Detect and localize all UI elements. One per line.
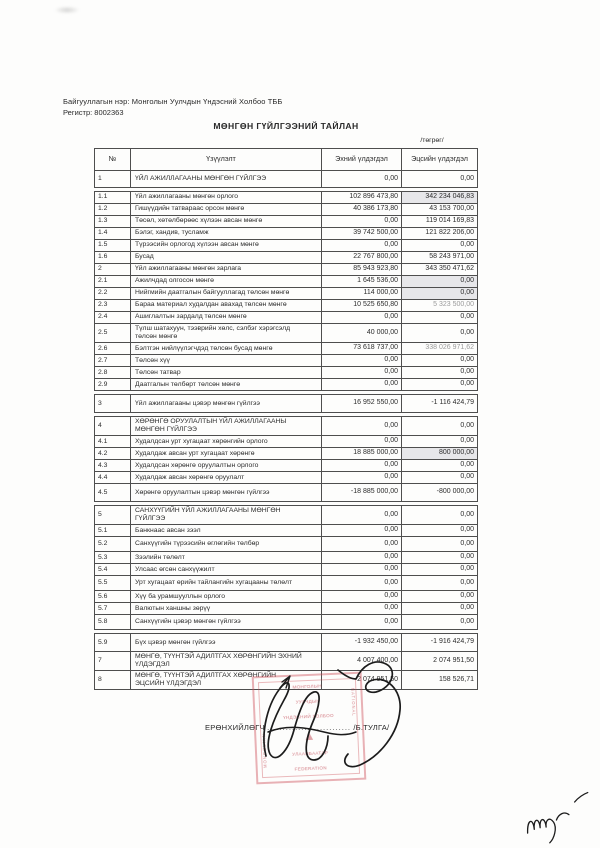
opening-value-cell: 73 618 737,00 xyxy=(322,343,402,354)
opening-value-cell: 0,00 xyxy=(322,615,402,629)
signature-dots: ........................... xyxy=(267,723,352,732)
row-number-cell: 7 xyxy=(95,652,131,670)
table-row xyxy=(95,311,477,323)
closing-value-cell: 0,00 xyxy=(460,578,474,586)
row-number-cell: 5.8 xyxy=(95,615,131,629)
row-number-cell: 1.2 xyxy=(95,204,131,215)
row-label-cell: Бүх цэвэр мөнгөн гүйлгээ xyxy=(131,634,322,651)
closing-value-cell: 800 000,00 xyxy=(402,448,477,459)
table-row xyxy=(95,536,477,551)
closing-value-cell: -800 000,00 xyxy=(436,488,474,496)
row-label-cell: Даатгалын төлбөрт төлсөн мөнгө xyxy=(131,379,322,390)
handwritten-signature xyxy=(250,652,420,787)
closing-value-cell: 121 822 206,00 xyxy=(425,229,474,237)
register-number: Регистр: 8002363 xyxy=(63,108,124,117)
closing-value-cell: 0,00 xyxy=(460,526,474,534)
row-number-cell: 2.6 xyxy=(95,343,131,354)
row-label-cell: САНХҮҮГИЙН ҮЙЛ АЖИЛЛАГААНЫ МӨНГӨН ГҮЙЛГЭЭ xyxy=(131,506,322,524)
row-number-cell: 1.6 xyxy=(95,252,131,263)
closing-value-cell: 342 234 046,83 xyxy=(402,192,477,203)
row-label-cell: Нийгмийн даатгалын байгууллагад төлсөн мөнгө xyxy=(131,288,322,299)
closing-value-cell: 0,00 xyxy=(460,437,474,445)
currency-note: /төгрөг/ xyxy=(420,137,444,144)
row-label-cell: Валютын ханшны зөрүү xyxy=(131,603,322,614)
table-row xyxy=(95,506,477,524)
closing-value-cell: 0,00 xyxy=(460,461,474,469)
opening-value-cell: 0,00 xyxy=(322,417,402,435)
closing-value-cell: -1 916 424,79 xyxy=(430,638,474,646)
table-row xyxy=(95,435,477,447)
opening-value-cell: 0,00 xyxy=(322,537,402,551)
opening-value-cell: 0,00 xyxy=(322,460,402,471)
opening-value-cell: -18 885 000,00 xyxy=(322,484,402,501)
row-label-cell: МӨНГӨ, ТҮҮНТЭЙ АДИЛТГАХ ХӨРӨНГИЙН ЭЦСИЙН ҮЛДЭГДЭЛ xyxy=(131,671,322,689)
row-label-cell: Ажилчдад олгосон мөнгө xyxy=(131,276,322,287)
row-number-cell: 4.5 xyxy=(95,484,131,501)
row-label-cell: Бусад xyxy=(131,252,322,263)
row-number-cell: 2.3 xyxy=(95,300,131,311)
stamp-emblem-icon: ▲ xyxy=(302,727,317,744)
opening-value-cell: 0,00 xyxy=(322,472,402,483)
row-label-cell: Хөрөнгө оруулалтын цэвэр мөнгөн гүйлгээ xyxy=(131,484,322,501)
table-row xyxy=(95,471,477,483)
row-label-cell: Бараа материал худалдан авахад төлсөн мөнгө xyxy=(131,300,322,311)
row-number-cell: 2.4 xyxy=(95,312,131,323)
row-label-cell: Санхүүгийн түрээсийн өглөгийн төлбөр xyxy=(131,537,322,551)
stamp-text: УУЛЧДЫН xyxy=(295,698,321,705)
row-label-cell: Худалдсан урт хугацаат хөрөнгийн орлого xyxy=(131,436,322,447)
table-row xyxy=(95,590,477,602)
row-number-cell: 4.3 xyxy=(95,460,131,471)
closing-value-cell: 43 153 700,00 xyxy=(429,205,474,213)
table-row xyxy=(95,551,477,563)
row-label-cell: ХӨРӨНГӨ ОРУУЛАЛТЫН ҮЙЛ АЖИЛЛАГААНЫ МӨНГӨН ГҮЙЛГЭЭ xyxy=(131,417,322,435)
row-label-cell: Санхүүгийн цэвэр мөнгөн гүйлгээ xyxy=(131,615,322,629)
opening-value-cell: 0,00 xyxy=(322,591,402,602)
organization-name: Байгууллагын нэр: Монголын Уулчдын Үндэсний Холбоо ТББ xyxy=(63,97,283,106)
stamp-side-text: NATIONAL xyxy=(350,687,357,717)
opening-value-cell: 0,00 xyxy=(322,171,402,187)
row-number-cell: 1.4 xyxy=(95,228,131,239)
table-row xyxy=(95,251,477,263)
table-row xyxy=(95,192,477,203)
row-label-cell: Үйл ажиллагааны мөнгөн орлого xyxy=(131,192,322,203)
table-row xyxy=(95,227,477,239)
opening-value-cell: 0,00 xyxy=(322,564,402,575)
row-label-cell: Бэлтгэн нийлүүлэгчдэд төлсөн бусад мөнгө xyxy=(131,343,322,354)
closing-value-cell: 5 323 500,00 xyxy=(433,301,474,309)
row-label-cell: Банкнаас авсан зээл xyxy=(131,525,322,536)
table-row xyxy=(95,395,477,412)
opening-value-cell: 4 007 400,00 xyxy=(322,652,402,670)
table-row xyxy=(95,447,477,459)
opening-value-cell: 40 000,00 xyxy=(322,324,402,342)
table-row xyxy=(95,459,477,471)
opening-value-cell: 0,00 xyxy=(322,576,402,590)
table-row xyxy=(95,323,477,342)
table-row xyxy=(95,366,477,378)
table-row xyxy=(95,634,477,651)
table-row xyxy=(95,203,477,215)
stamp-text: FEDERATION xyxy=(294,765,327,772)
opening-value-cell: 0,00 xyxy=(322,552,402,563)
closing-value-cell: 0,00 xyxy=(460,241,474,249)
row-number-cell: 2.9 xyxy=(95,379,131,390)
opening-value-cell: 16 952 550,00 xyxy=(322,395,402,412)
row-number-cell: 5.3 xyxy=(95,552,131,563)
closing-value-cell: 0,00 xyxy=(460,565,474,573)
closing-value-cell: 0,00 xyxy=(460,328,474,336)
column-header: № xyxy=(95,149,131,170)
column-header: Үзүүлэлт xyxy=(131,149,322,170)
row-label-cell: Бэлэг, хандив, тусламж xyxy=(131,228,322,239)
table-row xyxy=(95,563,477,575)
table-section-block xyxy=(94,191,478,391)
signer-title: ЕРӨНХИЙЛӨГЧ xyxy=(205,723,265,732)
stamp-text: УЛААНБААТАР xyxy=(292,750,329,757)
opening-value-cell: 1 645 536,00 xyxy=(322,276,402,287)
opening-value-cell: 0,00 xyxy=(322,312,402,323)
closing-value-cell: 58 243 971,00 xyxy=(429,253,474,261)
closing-value-cell: 0,00 xyxy=(460,473,474,481)
scan-smudge xyxy=(54,6,80,14)
row-number-cell: 5.2 xyxy=(95,537,131,551)
row-label-cell: Үйл ажиллагааны цэвэр мөнгөн гүйлгээ xyxy=(131,395,322,412)
row-number-cell: 5.1 xyxy=(95,525,131,536)
table-row xyxy=(95,378,477,390)
row-number-cell: 4.1 xyxy=(95,436,131,447)
opening-value-cell: 40 386 173,80 xyxy=(322,204,402,215)
row-number-cell: 2.5 xyxy=(95,324,131,342)
row-label-cell: Хүү ба урамшууллын орлого xyxy=(131,591,322,602)
row-number-cell: 5 xyxy=(95,506,131,524)
row-label-cell: Улсаас өгсөн санхүүжилт xyxy=(131,564,322,575)
closing-value-cell: 0,00 xyxy=(460,617,474,625)
row-number-cell: 5.9 xyxy=(95,634,131,651)
row-label-cell: ҮЙЛ АЖИЛЛАГААНЫ МӨНГӨН ГҮЙЛГЭЭ xyxy=(131,171,322,187)
closing-value-cell: 0,00 xyxy=(460,592,474,600)
row-number-cell: 5.5 xyxy=(95,576,131,590)
table-row xyxy=(95,215,477,227)
row-label-cell: Зээлийн төлөлт xyxy=(131,552,322,563)
closing-value-cell: 0,00 xyxy=(460,553,474,561)
table-header-row xyxy=(95,149,477,170)
opening-value-cell: 2 074 951,50 xyxy=(322,671,402,689)
table-row xyxy=(95,275,477,287)
report-title: МӨНГӨН ГҮЙЛГЭЭНИЙ ТАЙЛАН xyxy=(213,121,359,131)
row-label-cell: Гишүүдийн татвараас орсон мөнгө xyxy=(131,204,322,215)
row-label-cell: Төлсөн татвар xyxy=(131,367,322,378)
closing-value-cell: 0,00 xyxy=(460,539,474,547)
row-number-cell: 8 xyxy=(95,671,131,689)
closing-value-cell: 0,00 xyxy=(460,510,474,518)
row-number-cell: 2 xyxy=(95,264,131,275)
stamp-text: МОНГОЛЫН xyxy=(292,683,322,690)
opening-value-cell: 0,00 xyxy=(322,240,402,251)
opening-value-cell: 39 742 500,00 xyxy=(322,228,402,239)
opening-value-cell: 0,00 xyxy=(322,436,402,447)
closing-value-cell: 0,00 xyxy=(460,356,474,364)
opening-value-cell: 0,00 xyxy=(322,603,402,614)
table-row xyxy=(95,614,477,629)
handwritten-mark xyxy=(513,784,598,848)
opening-value-cell: 0,00 xyxy=(322,379,402,390)
table-row xyxy=(95,170,477,187)
row-number-cell: 1 xyxy=(95,171,131,187)
closing-value-cell: 343 350 471,62 xyxy=(425,265,474,273)
row-number-cell: 4 xyxy=(95,417,131,435)
row-number-cell: 5.7 xyxy=(95,603,131,614)
table-row xyxy=(95,483,477,501)
closing-value-cell: 2 074 951,50 xyxy=(433,656,474,664)
closing-value-cell: 0,00 xyxy=(460,368,474,376)
opening-value-cell: 0,00 xyxy=(322,525,402,536)
row-label-cell: Худалдсан хөрөнгө оруулалтын орлого xyxy=(131,460,322,471)
row-label-cell: Худалдаж авсан урт хугацаат хөрөнгө xyxy=(131,448,322,459)
table-section-block xyxy=(94,394,478,413)
table-row xyxy=(95,263,477,275)
row-label-cell: Түлш шатахуун, тээврийн хөлс, сэлбэг хэрэгсэлд төлсөн мөнгө xyxy=(131,324,322,342)
row-label-cell: Ашиглалтын зардалд төлсөн мөнгө xyxy=(131,312,322,323)
row-label-cell: Түрээсийн орлогод хүлээн авсан мөнгө xyxy=(131,240,322,251)
opening-value-cell: 0,00 xyxy=(322,355,402,366)
closing-value-cell: 0,00 xyxy=(460,380,474,388)
row-label-cell: МӨНГӨ, ТҮҮНТЭЙ АДИЛТГАХ ХӨРӨНГИЙН ЭХНИЙ ҮЛДЭГДЭЛ xyxy=(131,652,322,670)
row-number-cell: 1.1 xyxy=(95,192,131,203)
column-header: Эцсийн үлдэгдэл xyxy=(411,154,468,164)
table-row xyxy=(95,354,477,366)
table-row xyxy=(95,342,477,354)
row-label-cell: Урт хугацаат өрийн тайлангийн хугацааны төлөлт xyxy=(131,576,322,590)
closing-value-cell: 0,00 xyxy=(460,421,474,429)
closing-value-cell: 0,00 xyxy=(460,174,474,182)
row-label-cell: Үйл ажиллагааны мөнгөн зарлага xyxy=(131,264,322,275)
opening-value-cell: 0,00 xyxy=(322,367,402,378)
closing-value-cell: 0,00 xyxy=(402,288,477,299)
table-section-block xyxy=(94,416,478,502)
closing-value-cell: 119 014 169,83 xyxy=(425,217,474,225)
opening-value-cell: 102 896 473,80 xyxy=(322,192,402,203)
stamp-side-text: MONGOLIAN xyxy=(261,733,268,769)
opening-value-cell: 0,00 xyxy=(322,216,402,227)
row-number-cell: 4.4 xyxy=(95,472,131,483)
signer-name: /Б.ТУЛГА/ xyxy=(353,723,390,732)
table-row xyxy=(95,299,477,311)
row-number-cell: 2.1 xyxy=(95,276,131,287)
row-number-cell: 2.2 xyxy=(95,288,131,299)
closing-value-cell: 0,00 xyxy=(460,604,474,612)
row-number-cell: 5.4 xyxy=(95,564,131,575)
row-number-cell: 2.7 xyxy=(95,355,131,366)
table-row xyxy=(95,287,477,299)
statement-table xyxy=(94,148,478,693)
stamp-text: ҮНДЭСНИЙ ХОЛБОО xyxy=(282,712,335,721)
closing-value-cell: 0,00 xyxy=(460,313,474,321)
table-section-block xyxy=(94,505,478,630)
opening-value-cell: -1 932 450,00 xyxy=(322,634,402,651)
opening-value-cell: 85 943 923,80 xyxy=(322,264,402,275)
row-label-cell: Төсөл, хөтөлбөрөөс хүлээн авсан мөнгө xyxy=(131,216,322,227)
table-section-block xyxy=(94,148,478,188)
table-row xyxy=(95,239,477,251)
table-row xyxy=(95,602,477,614)
table-row xyxy=(95,417,477,435)
closing-value-cell: 158 526,71 xyxy=(438,676,474,684)
row-number-cell: 1.3 xyxy=(95,216,131,227)
row-number-cell: 1.5 xyxy=(95,240,131,251)
opening-value-cell: 18 885 000,00 xyxy=(322,448,402,459)
opening-value-cell: 10 525 650,80 xyxy=(322,300,402,311)
closing-value-cell: 0,00 xyxy=(402,276,477,287)
row-label-cell: Худалдаж авсан хөрөнгө оруулалт xyxy=(131,472,322,483)
row-number-cell: 5.6 xyxy=(95,591,131,602)
closing-value-cell: -1 116 424,79 xyxy=(431,399,474,407)
closing-value-cell: 338 026 971,62 xyxy=(425,344,474,352)
opening-value-cell: 22 767 800,00 xyxy=(322,252,402,263)
row-label-cell: Төлсөн хүү xyxy=(131,355,322,366)
row-number-cell: 4.2 xyxy=(95,448,131,459)
column-header: Эхний үлдэгдэл xyxy=(322,149,402,170)
opening-value-cell: 0,00 xyxy=(322,506,402,524)
table-row xyxy=(95,524,477,536)
opening-value-cell: 114 000,00 xyxy=(322,288,402,299)
row-number-cell: 3 xyxy=(95,395,131,412)
row-number-cell: 2.8 xyxy=(95,367,131,378)
table-row xyxy=(95,575,477,590)
